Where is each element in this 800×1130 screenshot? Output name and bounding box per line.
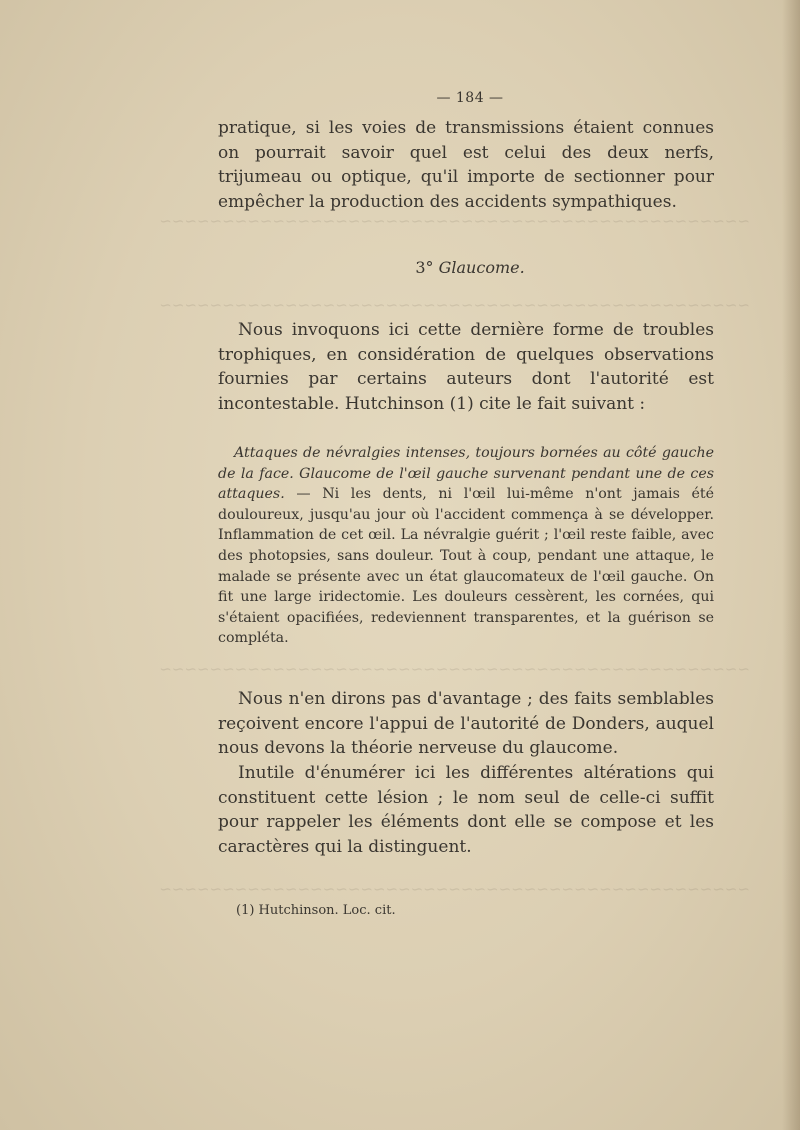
quote-italic-summary: Attaques de névralgies intenses, toujours bornées au côté gauche de la face. Glaucome de l'œil gauche survenant pendant une de ces attaques. (218, 445, 714, 503)
case-quote (218, 443, 714, 649)
page-edge-shadow (782, 0, 800, 1130)
paragraph-4: Inutile d'énumérer ici les différentes altérations qui constituent cette lésion ; le nom seul de celle-ci suffit pour rappeler les éléments dont elle se compose et les caractères qui la distinguent. (218, 763, 714, 857)
page-number: — 184 — (436, 90, 504, 106)
footnote: (1) Hutchinson. Loc. cit. (236, 903, 396, 918)
bleed-through-decoration: ~~~~~~~~~~~~~~~~~~~~~~~~~~~~~~~~~~~~~~~~~~~~~~~ (159, 296, 750, 314)
bleed-through-decoration: ~~~~~~~~~~~~~~~~~~~~~~~~~~~~~~~~~~~~~~~~~~~~~~~ (159, 660, 750, 678)
section-title: Glaucome. (438, 258, 525, 277)
paragraph-2: Nous invoquons ici cette dernière forme de troubles trophiques, en considération de quelques observations fournies par certains auteurs dont l'autorité est incontestable. Hutchinson (1) cite le fait suivant : (218, 320, 714, 414)
paragraph-1: pratique, si les voies de transmissions étaient connues on pourrait savoir quel est celui des deux nerfs, trijumeau ou optique, qu'il importe de sectionner pour empêcher la production des accidents sympathiques. (218, 118, 714, 212)
quote-case-description: — Ni les dents, ni l'œil lui-même n'ont jamais été douloureux, jusqu'au jour où l'accident commença à se développer. Inflammation de cet œil. La névralgie guérit ; l'œil reste faible, avec des photopsies, sans douleur. Tout à coup, pendant une attaque, le malade se présente avec un état glaucomateux de l'œil gauche. On fit une large iridectomie. Les douleurs cessèrent, les cornées, qui s'étaient opacifiées, redeviennent transparentes, et la guérison se compléta. (218, 486, 714, 647)
section-heading (0, 258, 800, 277)
section-number: 3° (415, 258, 434, 277)
paragraph-3: Nous n'en dirons pas d'avantage ; des faits semblables reçoivent encore l'appui de l'autorité de Donders, auquel nous devons la théorie nerveuse du glaucome. (218, 689, 714, 758)
bleed-through-decoration: ~~~~~~~~~~~~~~~~~~~~~~~~~~~~~~~~~~~~~~~~~~~~~~~ (159, 880, 750, 898)
bleed-through-decoration: ~~~~~~~~~~~~~~~~~~~~~~~~~~~~~~~~~~~~~~~~~~~~~~~ (159, 212, 750, 230)
